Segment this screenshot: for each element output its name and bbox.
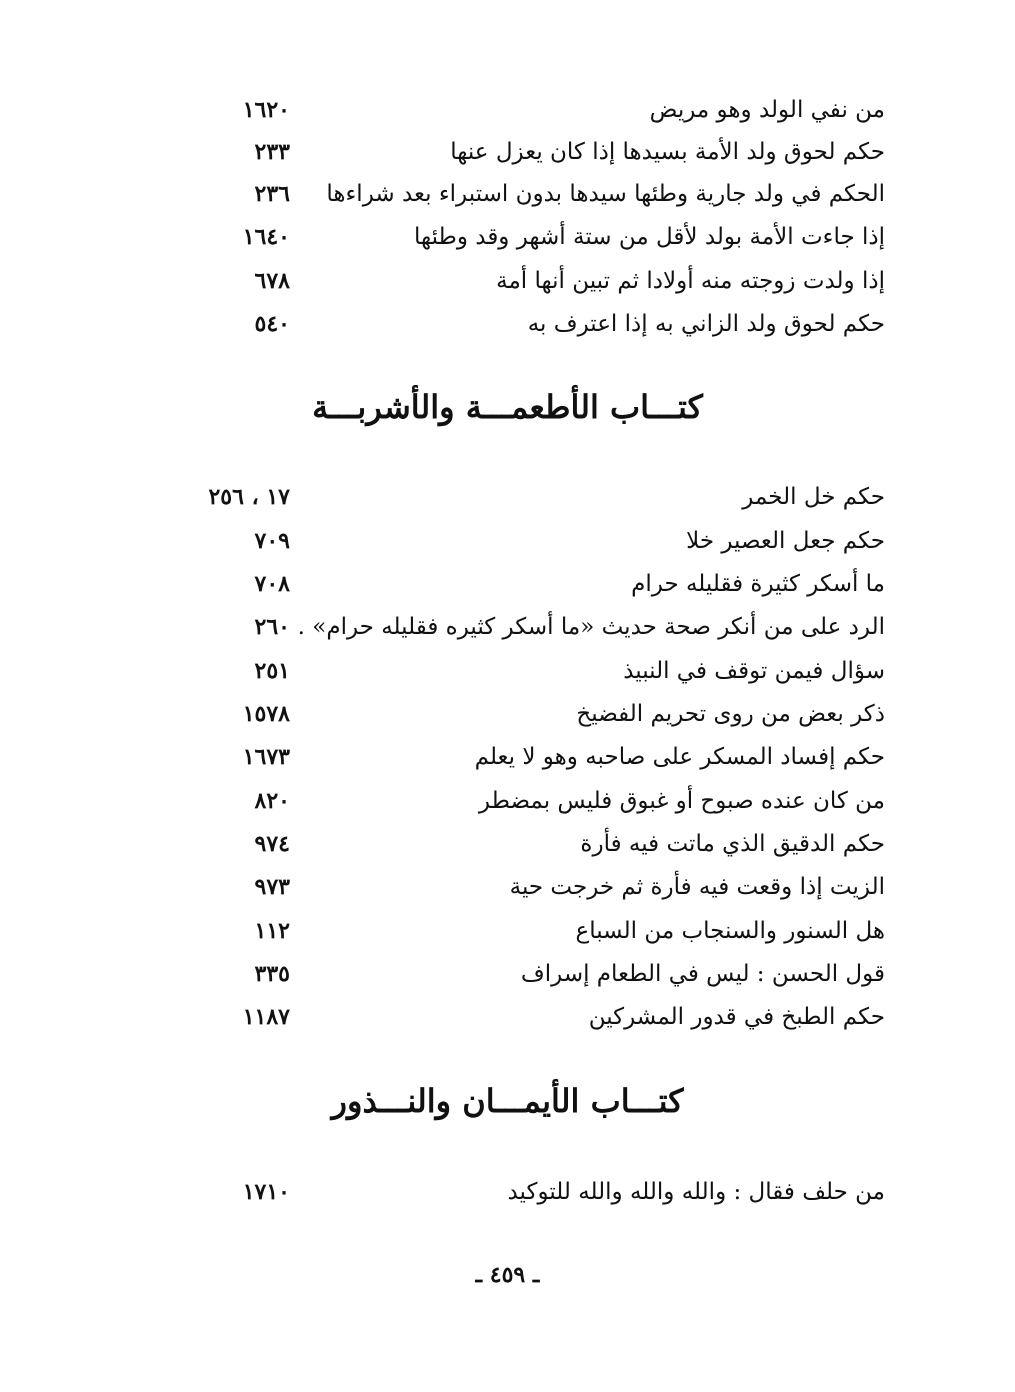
entry-topic: ذكر بعض من روى تحريم الفضيخ	[576, 701, 885, 727]
entry-topic: سؤال فيمن توقف في النبيذ	[623, 658, 885, 684]
index-entry	[150, 89, 885, 131]
entry-page-number: ٩٧٤	[254, 831, 290, 857]
entry-topic: حكم إفساد المسكر على صاحبه وهو لا يعلم	[474, 744, 885, 770]
entry-topic: من نفي الولد وهو مريض	[649, 97, 885, 123]
entry-page-number: ٥٤٠	[254, 311, 290, 337]
entry-page-number: ٢٥١	[254, 658, 290, 684]
entry-topic: الرد على من أنكر صحة حديث «ما أسكر كثيره فقليله حرام» .	[297, 614, 885, 640]
index-entry	[150, 1171, 885, 1213]
index-entry	[150, 866, 885, 908]
index-entry	[150, 303, 885, 345]
entry-page-number: ٢٦٠	[254, 614, 290, 640]
entry-topic: حكم الطبخ في قدور المشركين	[588, 1004, 885, 1030]
index-entry	[150, 996, 885, 1038]
entry-topic: ما أسكر كثيرة فقليله حرام	[631, 571, 885, 597]
entry-topic: إذا جاءت الأمة بولد لأقل من ستة أشهر وقد وطئها	[413, 224, 885, 250]
entry-page-number: ١١٢	[254, 918, 290, 944]
entry-page-number: ٣٣٥	[254, 961, 290, 987]
entry-page-number: ١١٨٧	[242, 1004, 290, 1030]
index-entry	[150, 216, 885, 258]
entry-page-number: ١٥٧٨	[242, 701, 290, 727]
index-entry	[150, 910, 885, 952]
index-entry	[150, 823, 885, 865]
entry-page-number: ١٦٢٠	[242, 97, 290, 123]
index-entry	[150, 650, 885, 692]
entry-page-number: ٦٧٨	[254, 268, 290, 294]
index-entry	[150, 173, 885, 215]
index-entry	[150, 563, 885, 605]
entry-page-number: ١٦٤٠	[242, 224, 290, 250]
entry-topic: حكم لحوق ولد الأمة بسيدها إذا كان يعزل عنها	[450, 139, 885, 165]
entry-page-number: ٨٢٠	[254, 788, 290, 814]
section-heading: كتـــاب الأطعمـــة والأشربـــة	[312, 388, 703, 426]
entry-topic: حكم خل الخمر	[742, 484, 885, 510]
entry-topic: من كان عنده صبوح أو غبوق فليس بمضطر	[478, 788, 885, 814]
entry-topic: حكم جعل العصير خلا	[686, 528, 885, 554]
entry-page-number: ٧٠٨	[254, 571, 290, 597]
entry-topic: حكم لحوق ولد الزاني به إذا اعترف به	[527, 311, 885, 337]
entry-page-number: ١٧١٠	[242, 1179, 290, 1205]
index-entry	[150, 736, 885, 778]
index-entry	[150, 606, 885, 648]
entry-page-number: ٢٣٦	[254, 181, 290, 207]
entry-page-number: ١٧ ، ٢٥٦	[208, 484, 290, 510]
entry-topic: قول الحسن : ليس في الطعام إسراف	[520, 961, 885, 987]
entry-topic: حكم الدقيق الذي ماتت فيه فأرة	[580, 831, 885, 857]
index-entry	[150, 693, 885, 735]
entry-topic: إذا ولدت زوجته منه أولادا ثم تبين أنها أمة	[496, 268, 885, 294]
entry-page-number: ٢٣٣	[254, 139, 290, 165]
entry-topic: هل السنور والسنجاب من السباع	[575, 918, 885, 944]
index-entry	[150, 520, 885, 562]
entry-topic: من حلف فقال : والله والله والله للتوكيد	[507, 1179, 885, 1205]
index-entry	[150, 476, 885, 518]
index-entry	[150, 953, 885, 995]
entry-page-number: ٩٧٣	[254, 874, 290, 900]
index-entry	[150, 780, 885, 822]
entry-topic: الحكم في ولد جارية وطئها سيدها بدون استبراء بعد شراءها	[326, 181, 885, 207]
entry-page-number: ٧٠٩	[254, 528, 290, 554]
section-heading: كتـــاب الأيمـــان والنـــذور	[331, 1082, 684, 1120]
index-entry	[150, 131, 885, 173]
index-entry	[150, 260, 885, 302]
entry-page-number: ١٦٧٣	[242, 744, 290, 770]
page-number: ـ ٤٥٩ ـ	[475, 1262, 540, 1288]
entry-topic: الزيت إذا وقعت فيه فأرة ثم خرجت حية	[509, 874, 885, 900]
